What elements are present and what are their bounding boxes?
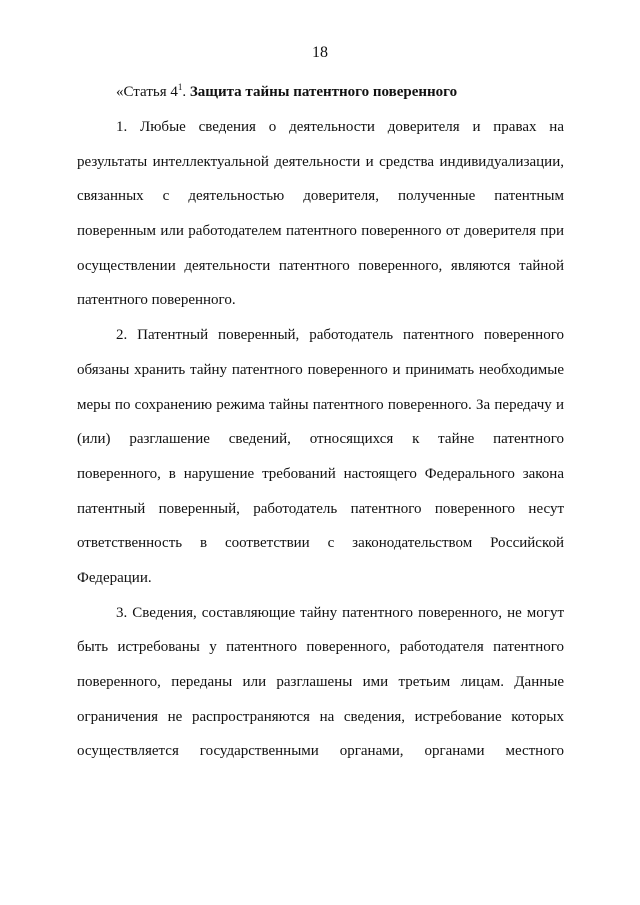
paragraph-2: [77, 318, 564, 596]
text-line: связанных с деятельностью доверителя, полученные патентным: [77, 188, 564, 205]
text-line: патентного поверенного.: [77, 292, 236, 309]
text-line: патентный поверенный, работодатель патентного поверенного несут: [77, 500, 564, 517]
text-line: 3. Сведения, составляющие тайну патентного поверенного, не могут: [116, 604, 564, 621]
text-line: ответственность в соответствии с законодательством Российской: [77, 535, 564, 552]
article-title: Защита тайны патентного поверенного: [189, 84, 458, 100]
text-line: 1. Любые сведения о деятельности доверителя и правах на: [116, 119, 564, 135]
paragraph-3: [77, 596, 564, 769]
text-line: 2. Патентный поверенный, работодатель патентного поверенного: [116, 327, 564, 344]
page-number: 18: [312, 44, 328, 61]
text-line: меры по сохранению режима тайны патентного поверенного. За передачу и: [77, 396, 564, 413]
text-line: ограничения не распространяются на сведения, истребование которых: [77, 708, 564, 725]
text-line: Федерации.: [77, 569, 152, 586]
text-line: поверенного, в нарушение требований настоящего Федерального закона: [77, 465, 564, 482]
article-dot: .: [182, 84, 190, 100]
article-body: [77, 110, 564, 769]
text-line: поверенного, переданы или разглашены ими третьим лицам. Данные: [77, 674, 564, 690]
text-line: обязаны хранить тайну патентного поверенного и принимать необходимые: [77, 361, 564, 378]
article-heading: [116, 84, 457, 101]
text-line: результаты интеллектуальной деятельности и средства индивидуализации,: [77, 153, 564, 170]
text-line: осуществлении деятельности патентного поверенного, являются тайной: [77, 257, 564, 274]
paragraph-1: [77, 110, 564, 318]
text-line: поверенным или работодателем патентного поверенного от доверителя при: [77, 223, 564, 240]
text-line: осуществляется государственными органами, органами местного: [77, 743, 564, 760]
text-line: быть истребованы у патентного поверенного, работодателя патентного: [77, 639, 564, 656]
article-prefix: «Статья 4: [116, 84, 178, 100]
article-superscript: 1: [177, 82, 183, 92]
text-line: (или) разглашение сведений, относящихся к тайне патентного: [77, 431, 564, 448]
